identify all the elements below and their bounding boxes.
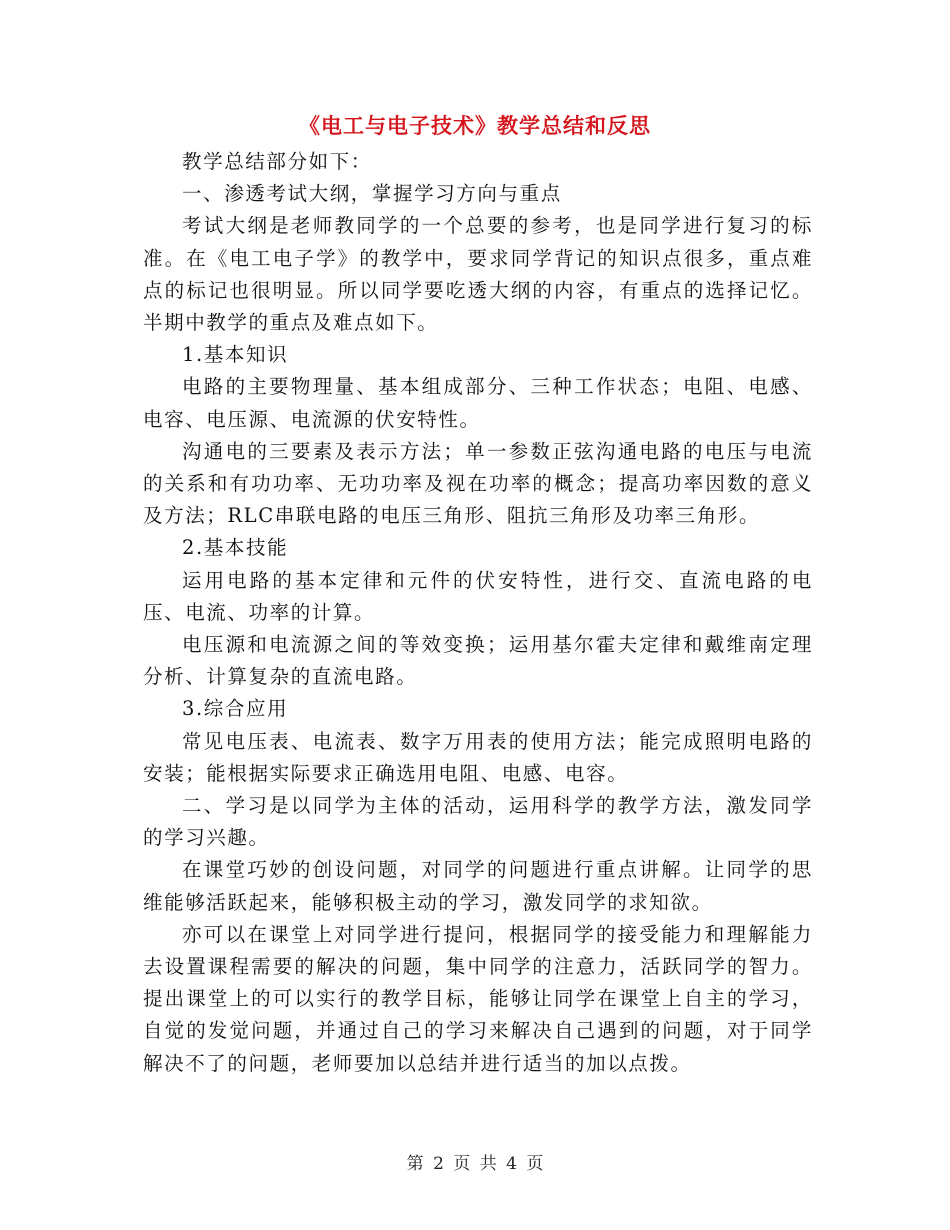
footer-suffix: 页 — [526, 1154, 544, 1174]
document-title: 《电工与电子技术》教学总结和反思 — [299, 113, 651, 138]
footer-current-page: 2 — [433, 1154, 444, 1174]
paragraph-circuit-calculation: 运用电路的基本定律和元件的伏安特性，进行交、直流电路的电压、电流、功率的计算。 — [143, 568, 813, 624]
paragraph-circuit-quantities: 电路的主要物理量、基本组成部分、三种工作状态；电阻、电感、电容、电压源、电流源的伏安特性。 — [143, 375, 813, 431]
paragraph-exam-outline: 考试大纲是老师教同学的一个总要的参考，也是同学进行复习的标准。在《电工电子学》的教学中，要求同学背记的知识点很多，重点难点的标记也很明显。所以同学要吃透大纲的内容，有重点的选择记忆。半期中教学的重点及难点如下。 — [143, 214, 813, 335]
paragraph-source-transformation: 电压源和电流源之间的等效变换；运用基尔霍夫定律和戴维南定理分析、计算复杂的直流电路。 — [143, 633, 813, 689]
footer-total-pages: 4 — [506, 1154, 517, 1174]
subheading-basic-knowledge: 1.基本知识 — [182, 343, 289, 367]
paragraph-meters: 常见电压表、电流表、数字万用表的使用方法；能完成照明电路的安装；能根据实际要求正确选用电阻、电感、电容。 — [143, 729, 813, 785]
section-heading-1: 一、渗透考试大纲，掌握学习方向与重点 — [182, 182, 562, 206]
document-body — [143, 146, 813, 1080]
paragraph-intro: 教学总结部分如下： — [182, 150, 372, 173]
footer-page-word: 页 — [453, 1154, 471, 1174]
subheading-applications: 3.综合应用 — [182, 697, 289, 721]
footer-total-word: 共 — [479, 1154, 497, 1174]
paragraph-ac-circuits: 沟通电的三要素及表示方法；单一参数正弦沟通电路的电压与电流的关系和有功功率、无功功率及视在功率的概念；提高功率因数的意义及方法；RLC串联电路的电压三角形、阻抗三角形及功率三角形。 — [143, 439, 813, 528]
subheading-basic-skills: 2.基本技能 — [182, 536, 289, 560]
footer-prefix: 第 — [406, 1154, 424, 1174]
section-heading-2: 二、学习是以同学为主体的活动，运用科学的教学方法，激发同学的学习兴趣。 — [143, 794, 813, 850]
page-footer — [0, 1151, 950, 1177]
paragraph-teaching-goals: 亦可以在课堂上对同学进行提问，根据同学的接受能力和理解能力去设置课程需要的解决的问题，集中同学的注意力，活跃同学的智力。提出课堂上的可以实行的教学目标，能够让同学在课堂上自主的学习，自觉的发觉问题，并通过自己的学习来解决自己遇到的问题，对于同学解决不了的问题，老师要加以总结并进行适当的加以点拨。 — [143, 922, 813, 1075]
paragraph-classroom-questions: 在课堂巧妙的创设问题，对同学的问题进行重点讲解。让同学的思维能够活跃起来，能够积极主动的学习，激发同学的求知欲。 — [143, 858, 813, 914]
